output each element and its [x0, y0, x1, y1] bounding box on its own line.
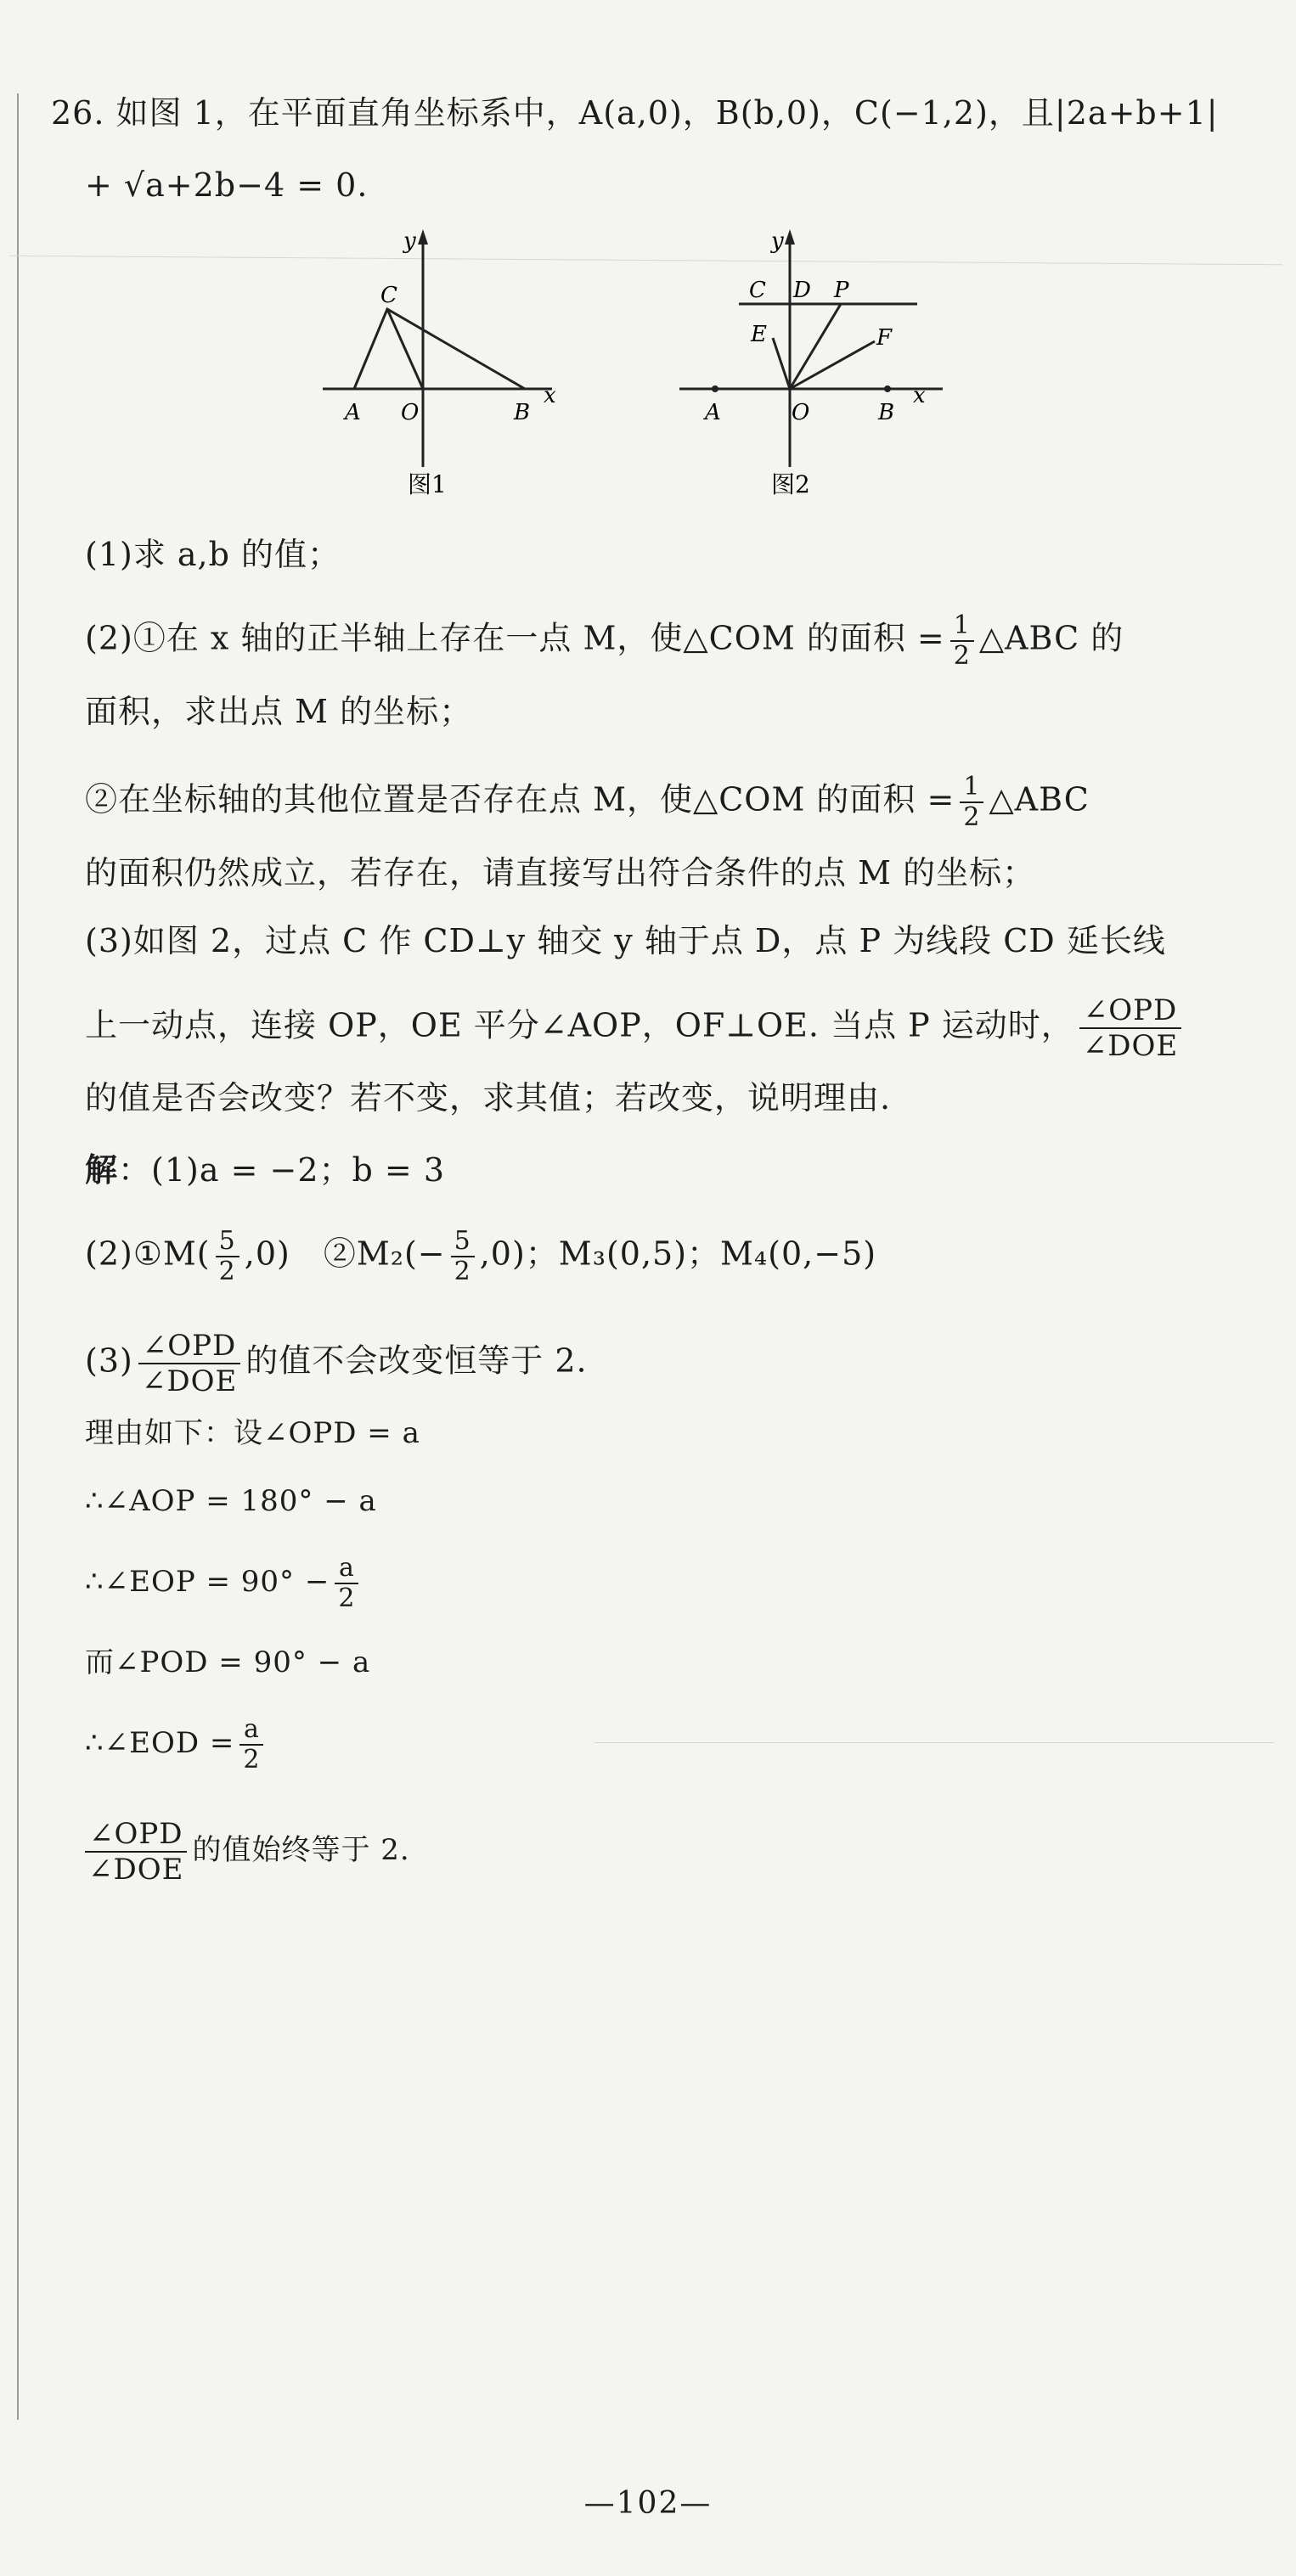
fig1-label-b: B — [514, 400, 531, 425]
fig1-label-a: A — [345, 400, 361, 425]
part-2b-line-2: 的面积仍然成立，若存在，请直接写出符合条件的点 M 的坐标； — [85, 854, 1036, 891]
part-2a-text: (2)①在 x 轴的正半轴上存在一点 M，使△COM 的面积 = — [85, 619, 945, 657]
solution-step-1: ∴∠AOP = 180° − a — [85, 1484, 377, 1518]
part-2a-tail: △ABC 的 — [978, 619, 1124, 657]
fig1-label-x: x — [544, 383, 556, 408]
fig2-label-x: x — [913, 383, 926, 408]
fig2-y-arrow — [785, 229, 795, 245]
fig1-label-y: y — [403, 228, 416, 254]
figure-2 — [637, 221, 994, 509]
fig2-label-p: P — [834, 278, 849, 303]
part-2b — [85, 773, 1090, 832]
fig2-label-o: O — [792, 400, 810, 425]
fraction-half: $\frac{1}{2}$ — [950, 611, 974, 671]
solution-step-4: ∴∠EOD = $\frac{a}{2}$ — [85, 1715, 268, 1775]
solution-1 — [85, 1150, 445, 1190]
fig2-label-y: y — [771, 228, 784, 254]
fig2-label-d: D — [793, 278, 811, 303]
figure-1 — [263, 221, 586, 509]
solution-final: $\frac{\text{∠OPD}}{\text{∠DOE}}$ 的值始终等于 2. — [85, 1817, 410, 1887]
question-line-1: 26. 如图 1，在平面直角坐标系中，A(a,0)，B(b,0)，C(−1,2)，且|2a+b+1| — [51, 94, 1219, 132]
fig2-label-e: E — [751, 322, 767, 347]
solution-reason: 理由如下：设∠OPD = a — [85, 1416, 420, 1450]
fig1-y-arrow — [418, 229, 428, 245]
fig2-point-b — [884, 385, 891, 392]
fraction-a-2: $\frac{a}{2}$ — [239, 1715, 263, 1775]
part-2b-text: ②在坐标轴的其他位置是否存在点 M，使△COM 的面积 = — [85, 780, 955, 818]
fig2-label-c: C — [749, 278, 766, 303]
fraction-opd-doe: $\frac{\text{∠OPD}}{\text{∠DOE}}$ — [85, 1817, 187, 1887]
solution-label: 解 — [85, 1150, 119, 1189]
fraction-opd-doe: $\frac{\text{∠OPD}}{\text{∠DOE}}$ — [138, 1329, 240, 1398]
part-3-line-3: 的值是否会改变？若不变，求其值；若改变，说明理由. — [85, 1079, 892, 1116]
solution-3: (3) $\frac{\text{∠OPD}}{\text{∠DOE}}$ 的值不会改变恒等于 2. — [85, 1329, 588, 1398]
fig1-segment-co — [387, 309, 423, 389]
fig2-ray-of — [790, 341, 875, 389]
part-2a-line-2: 面积，求出点 M 的坐标； — [85, 693, 473, 730]
fig1-label-c: C — [380, 283, 397, 308]
solution-2: (2)①M( $\frac{5}{2}$ ,0) ②M₂(− $\frac{5}{2}$ ,0)；M₃(0,5)；M₄(0,−5) — [85, 1226, 877, 1286]
part-3-line-1: (3)如图 2，过点 C 作 CD⊥y 轴交 y 轴于点 D，点 P 为线段 CD 延长线 — [85, 922, 1166, 959]
fig2-label-f: F — [876, 325, 893, 351]
fig1-label-o: O — [401, 400, 420, 425]
fig2-segment-op — [790, 304, 841, 389]
part-2a — [85, 611, 1124, 671]
fig1-triangle — [354, 309, 525, 389]
fig2-label-b: B — [878, 400, 895, 425]
page-number: —102— — [583, 2486, 713, 2521]
part-3-line-2 — [85, 993, 1186, 1063]
figure-1-caption: 图1 — [408, 470, 447, 498]
figure-2-caption: 图2 — [771, 470, 810, 498]
part-1: (1)求 a,b 的值； — [85, 536, 341, 573]
solution-1-text: ：(1)a = −2；b = 3 — [118, 1151, 446, 1189]
part-2b-tail: △ABC — [989, 780, 1090, 818]
fraction-a-2: $\frac{a}{2}$ — [335, 1554, 358, 1613]
left-margin-rule — [17, 93, 19, 2420]
fig2-point-a — [712, 385, 718, 392]
scan-artifact-line — [594, 1742, 1274, 1743]
fig2-label-a: A — [705, 400, 721, 425]
solution-step-3: 而∠POD = 90° − a — [85, 1645, 371, 1679]
fraction-opd-doe: $\frac{\text{∠OPD}}{\text{∠DOE}}$ — [1079, 993, 1181, 1063]
fig2-ray-oe — [773, 338, 790, 389]
fraction-half: $\frac{1}{2}$ — [960, 773, 983, 832]
fraction-5-2: $\frac{5}{2}$ — [216, 1227, 239, 1286]
question-line-2: + √a+2b−4 = 0. — [85, 166, 369, 204]
part-3-text: 上一动点，连接 OP，OE 平分∠AOP，OF⊥OE. 当点 P 运动时， — [85, 1006, 1074, 1044]
solution-step-2: ∴∠EOP = 90° − $\frac{a}{2}$ — [85, 1554, 363, 1613]
fraction-5-2: $\frac{5}{2}$ — [451, 1227, 475, 1286]
